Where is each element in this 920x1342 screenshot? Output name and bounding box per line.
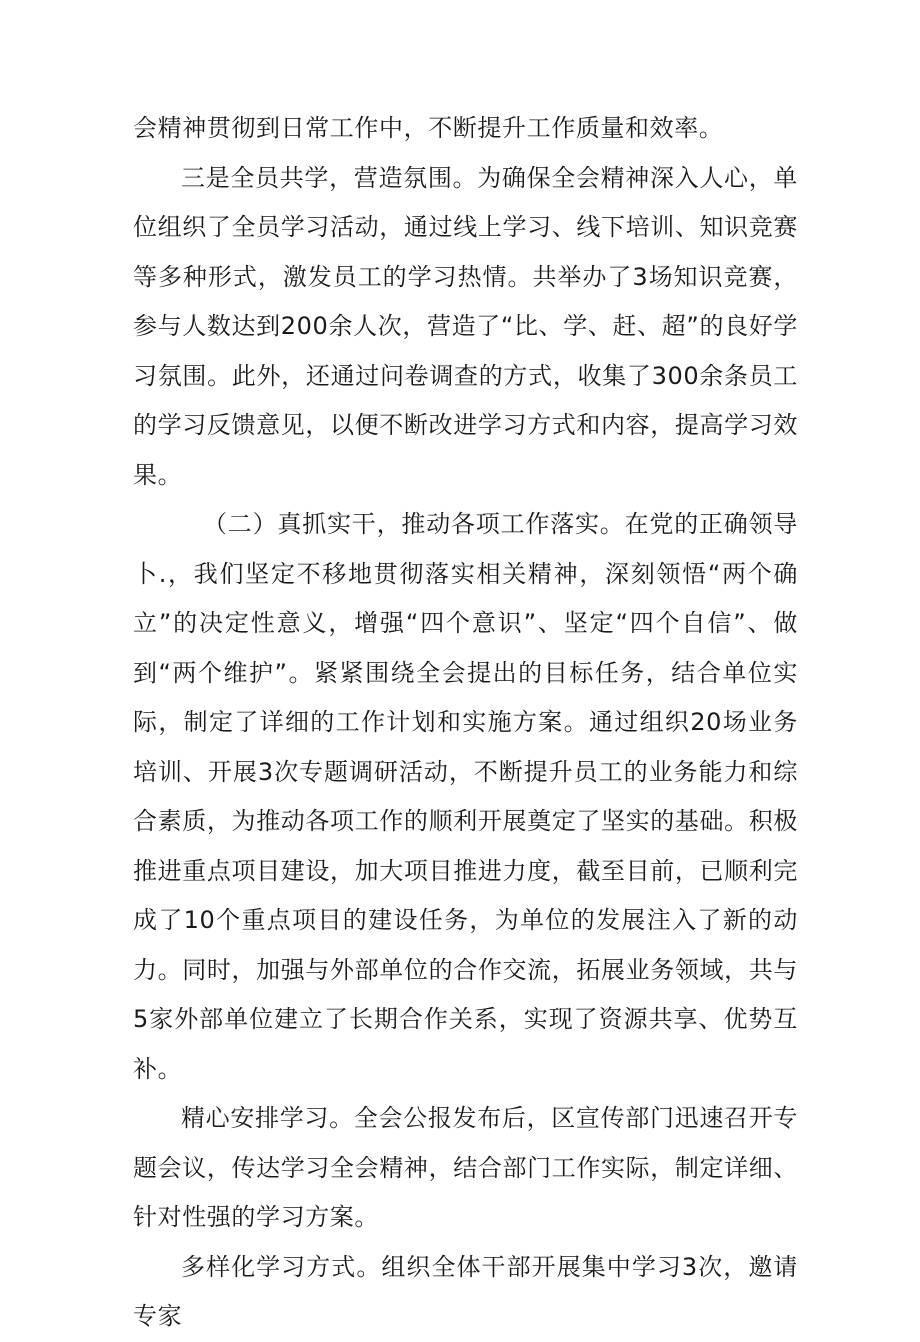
paragraph-study-arrangement: 精心安排学习。全会公报发布后，区宣传部门迅速召开专题会议，传达学习全会精神，结合部门工作实际，制定详细、针对性强的学习方案。 [133,1104,798,1231]
paragraph-section-two: （二）真抓实干，推动各项工作落实。在党的正确领导卜.，我们坚定不移地贯彻落实相关精神，深刻领悟“两个确立”的决定性意义，增强“四个意识”、坚定“四个自信”、做到“两个维护”。紧紧围绕全会提出的目标任务，结合单位实际，制定了详细的工作计划和实施方案。通过组织20场业务培训、开展3次专题调研活动，不断提升员工的业务能力和综合素质，为推动各项工作的顺利开展奠定了坚实的基础。积极推进重点项目建设，加大项目推进力度，截至目前，已顺利完成了10个重点项目的建设任务，为单位的发展注入了新的动力。同时，加强与外部单位的合作交流，拓展业务领域，共与5家外部单位建立了长期合作关系，实现了资源共享、优势互补。 [133,510,798,1083]
paragraph-study-methods: 多样化学习方式。组织全体干部开展集中学习3次，邀请专家 [133,1252,798,1330]
document-body [133,104,798,1342]
paragraph-full-staff-study: 三是全员共学，营造氛围。为确保全会精神深入人心，单位组织了全员学习活动，通过线上学习、线下培训、知识竞赛等多种形式，激发员工的学习热情。共举办了3场知识竞赛，参与人数达到200余人次，营造了“比、学、赶、超”的良好学习氛围。此外，还通过问卷调查的方式，收集了300余条员工的学习反馈意见，以便不断改进学习方式和内容，提高学习效果。 [133,163,798,489]
paragraph-continuation: 会精神贯彻到日常工作中，不断提升工作质量和效率。 [133,114,724,142]
